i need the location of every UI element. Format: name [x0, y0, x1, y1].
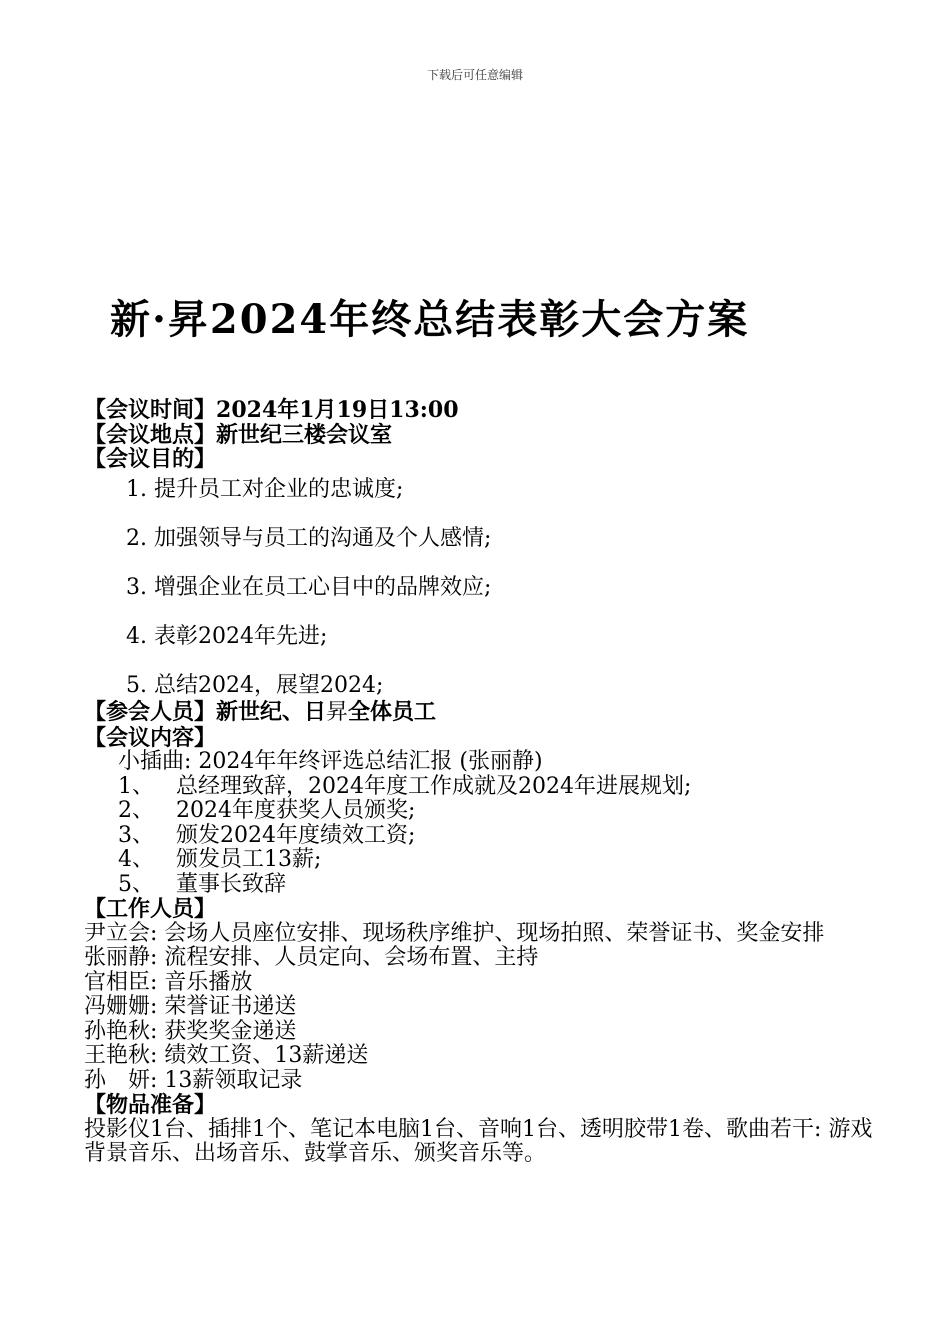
- agenda-intro: 小插曲: 2024年年终评选总结汇报 (张丽静): [118, 749, 543, 774]
- meeting-place-value: 新世纪三楼会议室: [216, 421, 393, 448]
- staff-item: 孙艳秋: 获奖奖金递送: [84, 1018, 297, 1044]
- attendees-label: 【参会人员】: [84, 699, 217, 725]
- agenda-item: [84, 824, 874, 849]
- agenda-item-text: 总经理致辞，2024年度工作成就及2024年进展规划;: [176, 773, 692, 799]
- meeting-place-row: [84, 423, 874, 448]
- list-item: 1. 提升员工对企业的忠诚度;: [126, 476, 404, 502]
- staff-item: 孙 妍: 13薪领取记录: [84, 1067, 303, 1093]
- attendees-row: [84, 700, 874, 726]
- list-item: 3. 增强企业在员工心目中的品牌效应;: [126, 574, 492, 600]
- meeting-time-value: 2024年1月19日13:00: [216, 397, 459, 423]
- list-item: 5. 总结2024，展望2024;: [126, 672, 384, 698]
- materials-text: 投影仪1台、插排1个、笔记本电脑1台、音响1台、透明胶带1卷、歌曲若干: 游戏背景音乐、出场音乐、鼓掌音乐、颁奖音乐等。: [84, 1116, 873, 1166]
- agenda-item: [84, 848, 874, 873]
- meeting-purpose-list: [84, 478, 874, 699]
- list-item: 4. 表彰2024年先进;: [126, 623, 328, 649]
- staff-item: 尹立会: 会场人员座位安排、现场秩序维护、现场拍照、荣誉证书、奖金安排: [84, 920, 825, 946]
- agenda-item: [84, 775, 874, 800]
- agenda-item-text: 董事长致辞: [176, 871, 287, 897]
- attendees-value-part1: 新世纪、日: [216, 699, 327, 725]
- staff-item: 张丽静: 流程安排、人员定向、会场布置、主持: [84, 945, 539, 970]
- meeting-place-label: 【会议地点】: [84, 421, 217, 448]
- agenda-item-number: 4、: [118, 847, 154, 872]
- staff-item: 冯姗姗: 荣誉证书递送: [84, 994, 297, 1019]
- meeting-purpose-label: 【会议目的】: [84, 446, 217, 472]
- agenda-item-number: 1、: [118, 773, 154, 799]
- agenda-item-number: 5、: [118, 871, 154, 897]
- list-item: 2. 加强领导与员工的沟通及个人感情;: [126, 525, 492, 551]
- header-note: 下载后可任意编辑: [426, 68, 523, 82]
- document-title: 新·昇2024年终总结表彰大会方案: [110, 296, 750, 343]
- agenda-item-text: 颁发员工13薪;: [176, 847, 322, 872]
- meeting-time-row: [84, 398, 874, 423]
- materials-label: 【物品准备】: [84, 1092, 217, 1118]
- agenda-item: [84, 873, 874, 898]
- attendees-value-part3: 全体员工: [348, 699, 437, 725]
- agenda-item-text: 2024年度获奖人员颁奖;: [176, 798, 416, 823]
- staff-item: 官相臣: 音乐播放: [84, 969, 253, 995]
- agenda-item-text: 颁发2024年度绩效工资;: [176, 822, 416, 848]
- attendees-value-part2: 昇: [326, 700, 349, 725]
- agenda-item-number: 2、: [118, 798, 154, 823]
- staff-item: 王艳秋: 绩效工资、13薪递送: [84, 1043, 369, 1068]
- meeting-time-label: 【会议时间】: [84, 397, 217, 423]
- document-body: [84, 398, 874, 1167]
- staff-label: 【工作人员】: [84, 896, 217, 922]
- agenda-item-number: 3、: [118, 822, 154, 848]
- agenda-item: [84, 799, 874, 824]
- agenda-label: 【会议内容】: [84, 724, 217, 751]
